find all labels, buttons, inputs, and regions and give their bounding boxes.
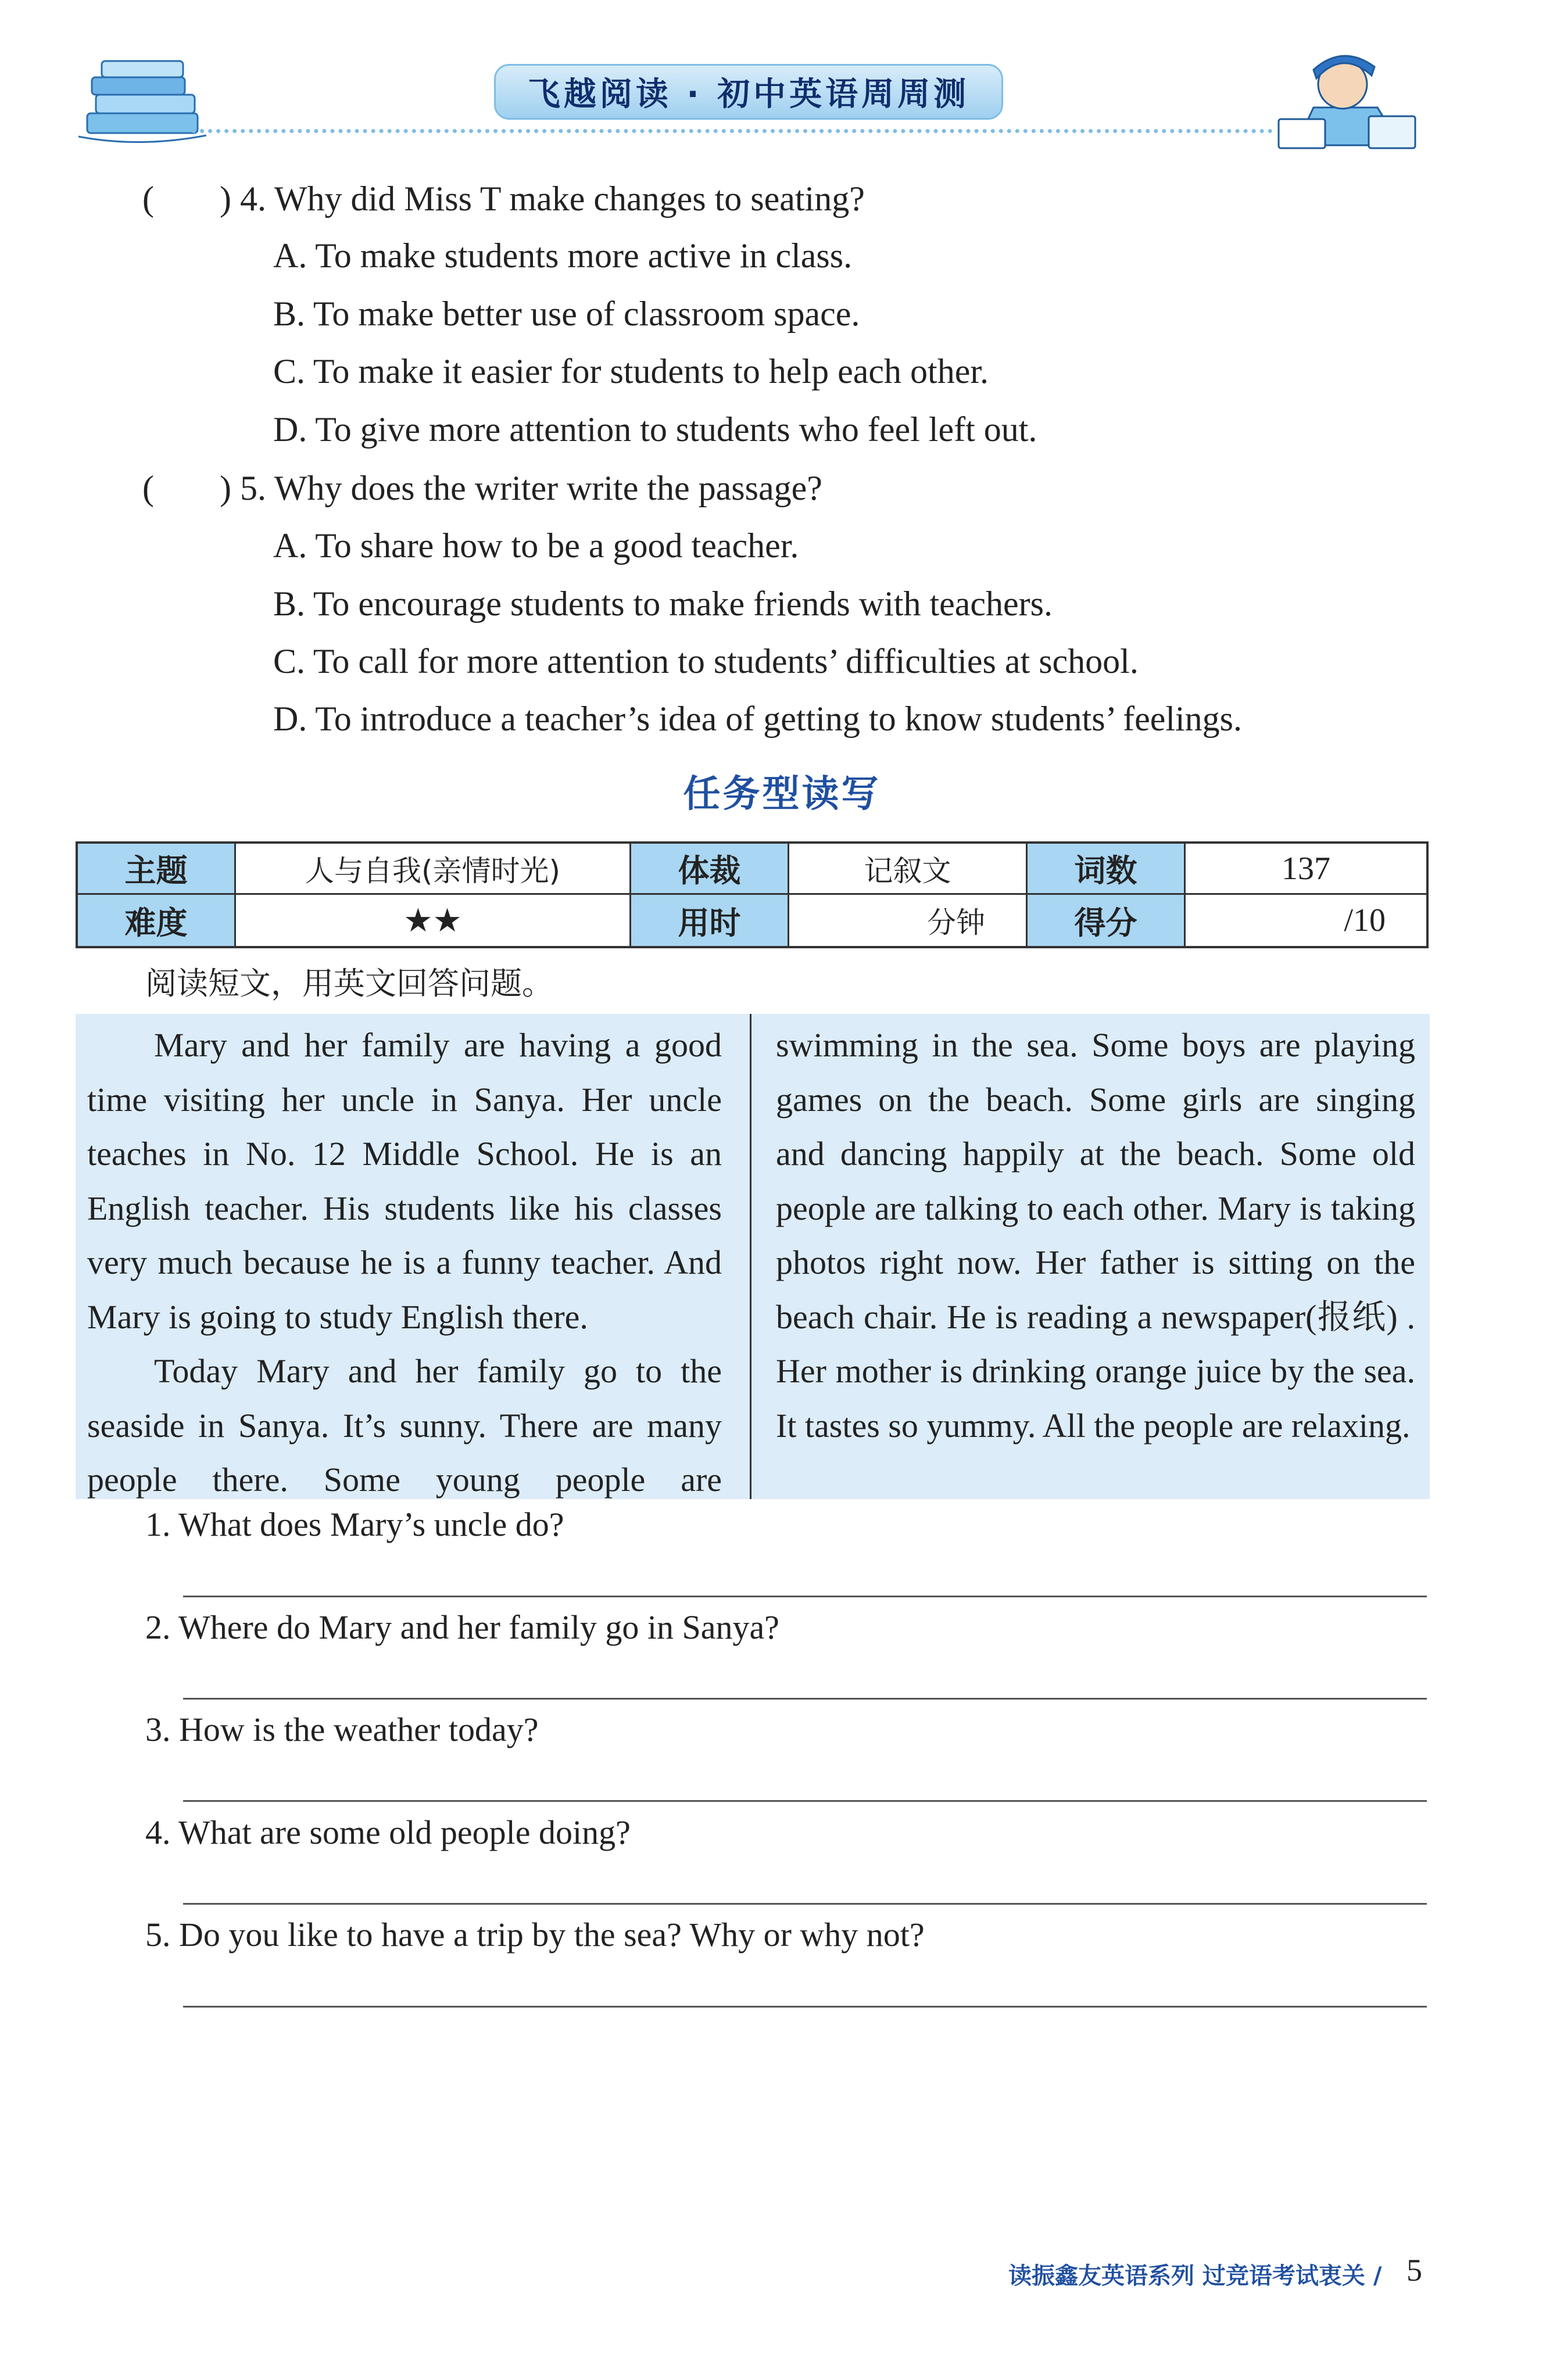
student-reading-icon — [1261, 44, 1424, 154]
answer-question-1: 1. What does Mary’s uncle do? — [145, 1506, 564, 1543]
difficulty-stars: ★★ — [236, 895, 631, 946]
question-4-option-d: D. To give more attention to students who feel left out. — [273, 410, 1037, 449]
score-value[interactable]: /10 — [1344, 902, 1386, 938]
genre-value: 记叙文 — [789, 844, 1028, 895]
time-value[interactable]: 分钟 — [789, 895, 1028, 946]
topic-label: 主题 — [78, 844, 236, 895]
passage-paragraph-2-continued: swimming in the sea. Some boys are playing games on the beach. Some girls are singing and dancing happily at the beach. Some old people are talking to each other. Mary is taking photos right now. Her father is sitting on the beach chair. He is reading a newspaper(报纸) . Her mother is drinking orange juice by the sea. It tastes so yummy. All the people are relaxing. — [776, 1026, 1415, 1445]
words-label: 词数 — [1028, 844, 1186, 895]
passage-right-column — [776, 1018, 1415, 1453]
answer-line-3[interactable] — [183, 1800, 1427, 1802]
question-5-option-b: B. To encourage students to make friends with teachers. — [273, 585, 1053, 623]
section-title: 任务型读写 — [683, 773, 881, 816]
instruction: 阅读短文，用英文回答问题。 — [145, 965, 553, 1002]
info-table — [76, 841, 1429, 948]
question-4-option-c: C. To make it easier for students to help each other. — [273, 352, 989, 390]
answer-question-5: 5. Do you like to have a trip by the sea? Why or why not? — [145, 1916, 925, 1954]
answer-question-2: 2. Where do Mary and her family go in Sanya? — [145, 1608, 779, 1646]
header-title: 飞越阅读 · 初中英语周周测 — [494, 64, 1003, 120]
passage-left-column — [87, 1018, 722, 1507]
time-label: 用时 — [631, 895, 789, 946]
question-5-option-a: A. To share how to be a good teacher. — [273, 526, 799, 565]
books-icon — [76, 49, 209, 148]
answer-line-2[interactable] — [183, 1698, 1427, 1700]
page-number: 5 — [1406, 2253, 1422, 2288]
answer-line-4[interactable] — [183, 1903, 1427, 1905]
question-4-stem: ) 4. Why did Miss T make changes to seating? — [220, 180, 865, 218]
question-4-option-a: A. To make students more active in class. — [273, 236, 853, 275]
answer-question-3: 3. How is the weather today? — [145, 1711, 539, 1748]
passage-paragraph-2: Today Mary and her family go to the seaside in Sanya. It’s sunny. There are many people there. Some young people are — [87, 1352, 722, 1499]
words-value: 137 — [1186, 844, 1426, 895]
question-4-paren: ( — [142, 180, 154, 218]
genre-label: 体裁 — [631, 844, 789, 895]
answer-question-4: 4. What are some old people doing? — [145, 1813, 631, 1851]
question-5-paren: ( — [142, 469, 154, 507]
answer-line-5[interactable] — [183, 2006, 1427, 2008]
question-5-option-c: C. To call for more attention to students’ difficulties at school. — [273, 642, 1139, 680]
difficulty-label: 难度 — [78, 895, 236, 946]
header-divider — [192, 129, 1273, 133]
footer-series: 读振鑫友英语系列 过竞语考试衷关 / — [1008, 2263, 1382, 2289]
passage-paragraph-1: Mary and her family are having a good time visiting her uncle in Sanya. Her uncle teaches in No. 12 Middle School. He is an English teacher. His students like his classes very much because he is a funny teacher. And Mary is going to study English there. — [87, 1026, 722, 1336]
passage-column-divider — [750, 1014, 751, 1499]
question-4-option-b: B. To make better use of classroom space. — [273, 295, 860, 333]
question-5-option-d: D. To introduce a teacher’s idea of getting to know students’ feelings. — [273, 700, 1243, 738]
score-label: 得分 — [1028, 895, 1186, 946]
topic-value: 人与自我(亲情时光) — [236, 844, 631, 895]
question-5-stem: ) 5. Why does the writer write the passage? — [220, 469, 822, 507]
answer-line-1[interactable] — [183, 1596, 1427, 1597]
